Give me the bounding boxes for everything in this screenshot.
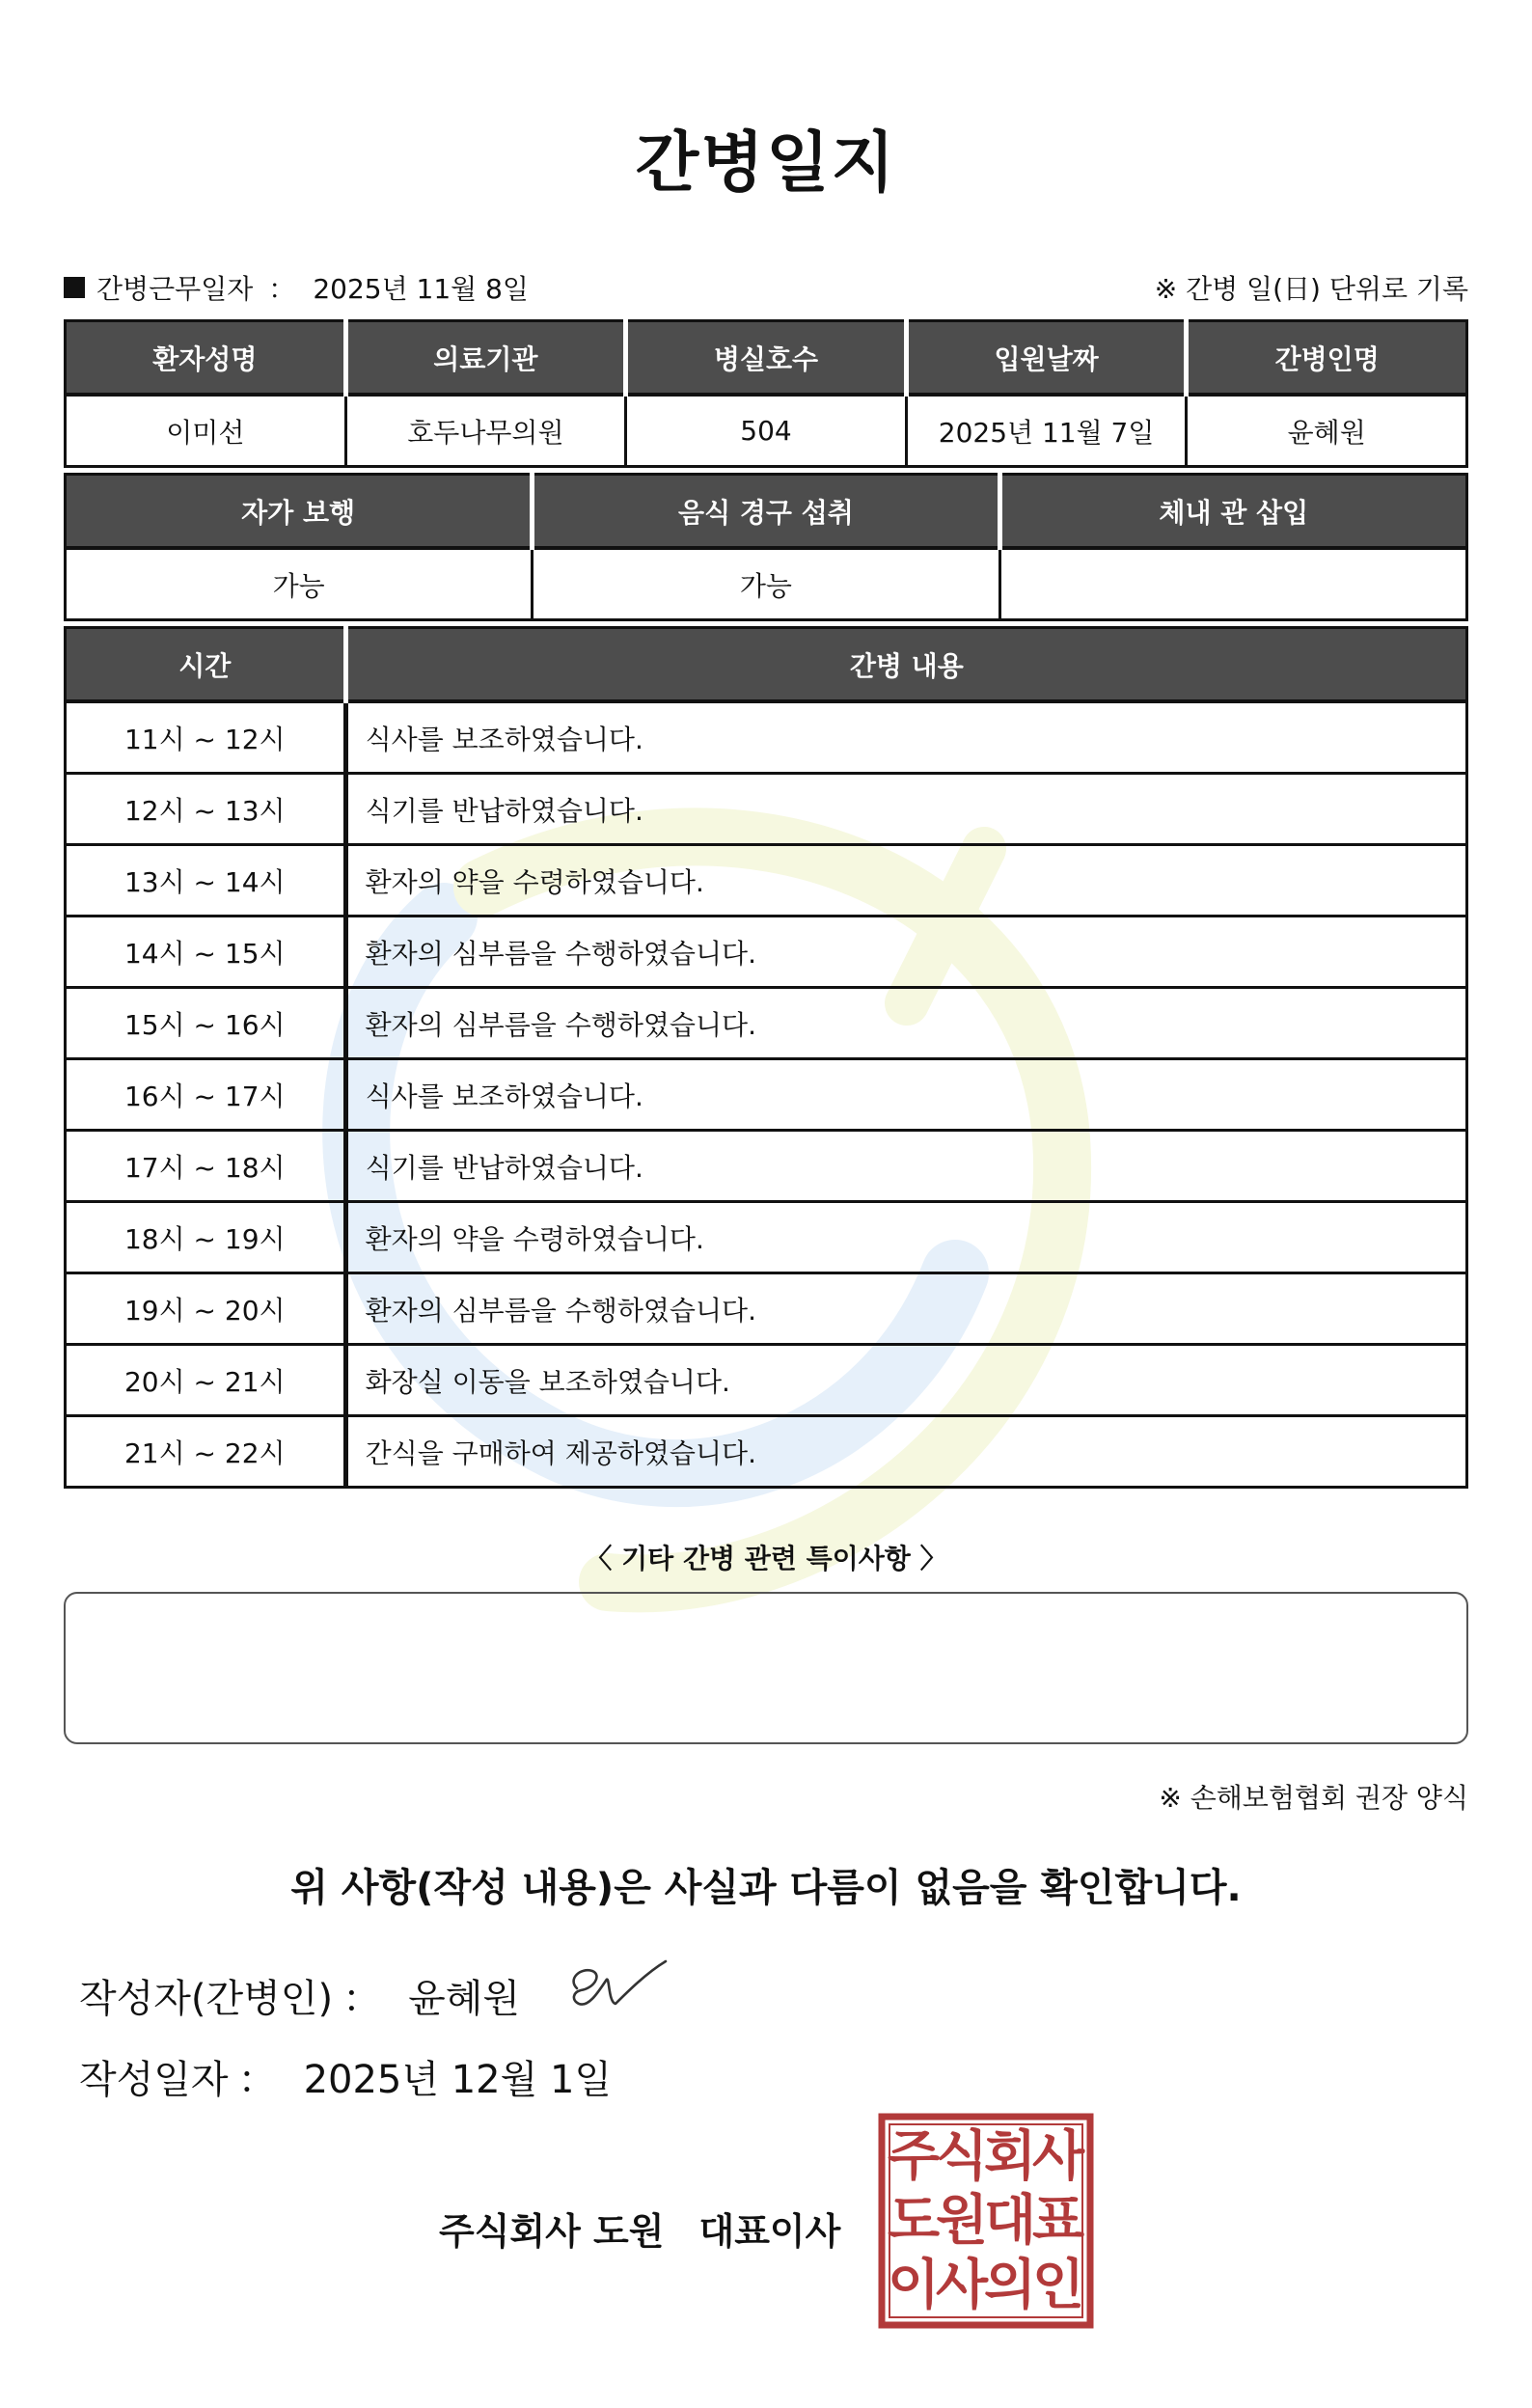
square-bullet-icon (64, 277, 85, 298)
log-content: 식사를 보조하였습니다. (345, 701, 1466, 774)
log-time: 16시 ~ 17시 (66, 1059, 346, 1131)
log-time: 20시 ~ 21시 (66, 1345, 346, 1416)
log-content: 화장실 이동을 보조하였습니다. (345, 1345, 1466, 1416)
table-row (66, 988, 1467, 1059)
handwritten-signature (560, 1954, 675, 2021)
header-patient-name: 환자성명 (66, 321, 346, 396)
log-time: 14시 ~ 15시 (66, 917, 346, 988)
work-date (64, 268, 529, 307)
log-content: 환자의 약을 수령하였습니다. (345, 1202, 1466, 1273)
written-date-label: 작성일자 (79, 2058, 229, 2102)
table-row (66, 1202, 1467, 1273)
form-footnote: ※ 손해보험협회 권장 양식 (1159, 1782, 1468, 1814)
value-walking: 가능 (66, 548, 533, 620)
header-oral-intake: 음식 경구 섭취 (533, 475, 999, 549)
document-title: 간병일지 (635, 125, 897, 202)
seal-char: 대 (983, 2189, 1037, 2253)
log-content: 환자의 심부름을 수행하였습니다. (345, 917, 1466, 988)
writer-colon: ： (342, 1977, 382, 2021)
log-time: 19시 ~ 20시 (66, 1273, 346, 1345)
header-hospital: 의료기관 (345, 321, 626, 396)
remarks-title: 〈 기타 간병 관련 특이사항 〉 (585, 1543, 947, 1574)
patient-info-table (64, 319, 1468, 468)
table-row (66, 845, 1467, 917)
header-care-content: 간병 내용 (345, 628, 1466, 702)
log-time: 12시 ~ 13시 (66, 774, 346, 845)
written-date-value: 2025년 12월 1일 (303, 2058, 613, 2102)
log-content: 식기를 반납하였습니다. (345, 1131, 1466, 1202)
written-date-colon: ： (237, 2058, 277, 2102)
remarks-box (64, 1592, 1468, 1744)
patient-info-value-row (66, 395, 1467, 467)
seal-char: 주 (887, 2125, 941, 2188)
patient-info-header-row (66, 321, 1467, 396)
seal-char: 표 (1031, 2189, 1085, 2253)
company-name: 주식회사 도원 (439, 2210, 665, 2253)
patient-status-table (64, 473, 1468, 621)
seal-char: 원 (935, 2189, 989, 2253)
work-date-label: 간병근무일자 (96, 273, 254, 305)
table-row (66, 1131, 1467, 1202)
log-time: 18시 ~ 19시 (66, 1202, 346, 1273)
log-content: 간식을 구매하여 제공하였습니다. (345, 1416, 1466, 1488)
table-row (66, 774, 1467, 845)
status-header-row (66, 475, 1467, 549)
log-time: 15시 ~ 16시 (66, 988, 346, 1059)
value-admission-date: 2025년 11월 7일 (906, 395, 1187, 467)
seal-char: 사 (1031, 2125, 1085, 2188)
value-tube-insertion (999, 548, 1466, 620)
seal-char: 사 (935, 2254, 989, 2317)
seal-characters (888, 2125, 1085, 2316)
written-date-line (79, 2049, 612, 2104)
seal-char: 이 (887, 2254, 941, 2317)
value-room: 504 (626, 395, 907, 467)
seal-char: 도 (887, 2189, 941, 2253)
log-content: 식사를 보조하였습니다. (345, 1059, 1466, 1131)
table-row (66, 1059, 1467, 1131)
work-date-colon: ： (268, 273, 296, 305)
seal-char: 인 (1031, 2254, 1085, 2317)
seal-char: 식 (935, 2125, 989, 2188)
value-patient-name: 이미선 (66, 395, 346, 467)
header-walking: 자가 보행 (66, 475, 533, 549)
confirmation-statement: 위 사항(작성 내용)은 사실과 다름이 없음을 확인합니다. (290, 1866, 1242, 1910)
header-tube-insertion: 체내 관 삽입 (999, 475, 1466, 549)
company-signature (439, 2202, 840, 2255)
writer-name: 윤혜원 (408, 1977, 520, 2021)
table-row (66, 917, 1467, 988)
writer-line (79, 1968, 520, 2023)
log-time: 17시 ~ 18시 (66, 1131, 346, 1202)
header-caregiver: 간병인명 (1187, 321, 1467, 396)
log-content: 환자의 약을 수령하였습니다. (345, 845, 1466, 917)
value-hospital: 호두나무의원 (345, 395, 626, 467)
table-row (66, 1345, 1467, 1416)
table-row (66, 1273, 1467, 1345)
header-time: 시간 (66, 628, 346, 702)
value-oral-intake: 가능 (533, 548, 999, 620)
log-time: 21시 ~ 22시 (66, 1416, 346, 1488)
log-content: 식기를 반납하였습니다. (345, 774, 1466, 845)
care-log-header-row (66, 628, 1467, 702)
company-ceo-title: 대표이사 (698, 2210, 841, 2253)
table-row (66, 701, 1467, 774)
status-value-row (66, 548, 1467, 620)
log-content: 환자의 심부름을 수행하였습니다. (345, 1273, 1466, 1345)
table-row (66, 1416, 1467, 1488)
log-time: 11시 ~ 12시 (66, 701, 346, 774)
care-log-table (64, 626, 1468, 1489)
work-date-value: 2025년 11월 8일 (313, 273, 529, 305)
record-note: ※ 간병 일(日) 단위로 기록 (1154, 273, 1468, 305)
seal-char: 의 (983, 2254, 1037, 2317)
company-seal (878, 2113, 1094, 2329)
writer-label: 작성자(간병인) (79, 1977, 334, 2021)
seal-char: 회 (983, 2125, 1037, 2188)
header-admission-date: 입원날짜 (906, 321, 1187, 396)
value-caregiver: 윤혜원 (1187, 395, 1467, 467)
log-content: 환자의 심부름을 수행하였습니다. (345, 988, 1466, 1059)
log-time: 13시 ~ 14시 (66, 845, 346, 917)
header-room: 병실호수 (626, 321, 907, 396)
